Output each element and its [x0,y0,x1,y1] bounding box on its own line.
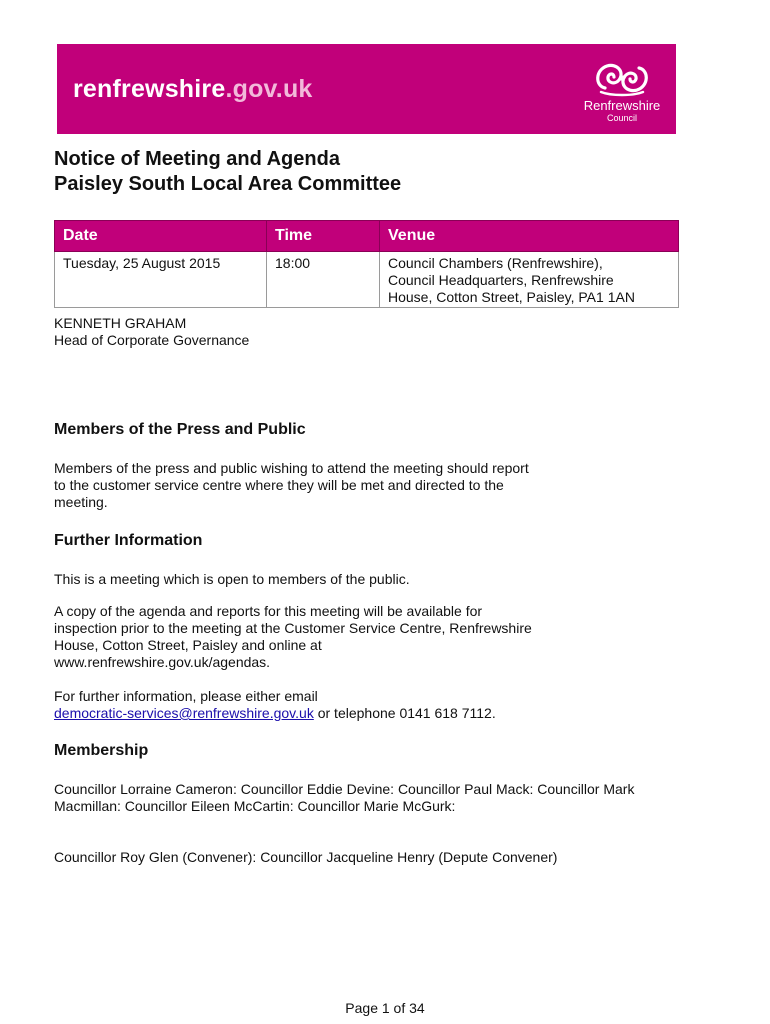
press-line: to the customer service centre where they will be met and directed to the [54,477,504,493]
further-info-para-1: This is a meeting which is open to members of the public. [54,571,410,587]
membership-heading: Membership [54,742,149,759]
council-name: Renfrewshire [583,98,661,113]
membership-list [54,781,714,815]
signatory [54,315,249,349]
contact-line [54,705,704,722]
site-name[interactable] [73,75,313,104]
venue-line: Council Headquarters, Renfrewshire [388,272,614,288]
table-row [55,252,679,308]
further-info-line: inspection prior to the meeting at the Customer Service Centre, Renfrewshire [54,620,532,636]
meeting-details-table [54,220,679,308]
press-heading: Members of the Press and Public [54,421,306,438]
signatory-name: KENNETH GRAHAM [54,315,187,331]
press-paragraph [54,460,704,511]
header-banner [57,44,676,134]
venue-line: Council Chambers (Renfrewshire), [388,255,603,271]
council-logo [572,58,672,128]
press-line: Members of the press and public wishing to attend the meeting should report [54,460,529,476]
council-subtitle: Council [606,113,637,123]
further-info-line: For further information, please either email [54,688,318,704]
further-info-heading: Further Information [54,532,203,549]
meeting-date: Tuesday, 25 August 2015 [55,252,267,308]
meeting-venue [380,252,679,308]
table-header-row [55,221,679,252]
venue-line: House, Cotton Street, Paisley, PA1 1AN [388,289,635,305]
signatory-role: Head of Corporate Governance [54,332,250,348]
membership-line: Councillor Lorraine Cameron: Councillor Eddie Devine: Councillor Paul Mack: Councillor Mark [54,781,635,797]
site-name-main: renfrewshire [73,75,226,103]
page-title [54,147,401,197]
header-date: Date [55,221,267,252]
title-line-1: Notice of Meeting and Agenda [54,148,340,170]
convener-line: Councillor Roy Glen (Convener): Councillor Jacqueline Henry (Depute Convener) [54,849,558,865]
title-line-2: Paisley South Local Area Committee [54,173,402,195]
membership-line: Macmillan: Councillor Eileen McCartin: Councillor Marie McGurk: [54,798,456,814]
press-line: meeting. [54,494,108,510]
further-info-line: A copy of the agenda and reports for this meeting will be available for [54,603,483,619]
site-name-tld: .gov.uk [225,75,313,103]
further-info-para-3 [54,688,704,722]
further-info-line: House, Cotton Street, Paisley and online at [54,637,322,653]
header-time: Time [267,221,380,252]
header-venue: Venue [380,221,679,252]
email-link[interactable]: democratic-services@renfrewshire.gov.uk [54,705,314,721]
council-emblem-icon [591,58,653,98]
telephone-text: or telephone 0141 618 7112. [313,705,496,721]
agendas-url: www.renfrewshire.gov.uk/agendas. [54,654,271,670]
further-info-para-2 [54,603,704,671]
meeting-time: 18:00 [267,252,380,308]
page-number: Page 1 of 34 [345,1000,425,1016]
